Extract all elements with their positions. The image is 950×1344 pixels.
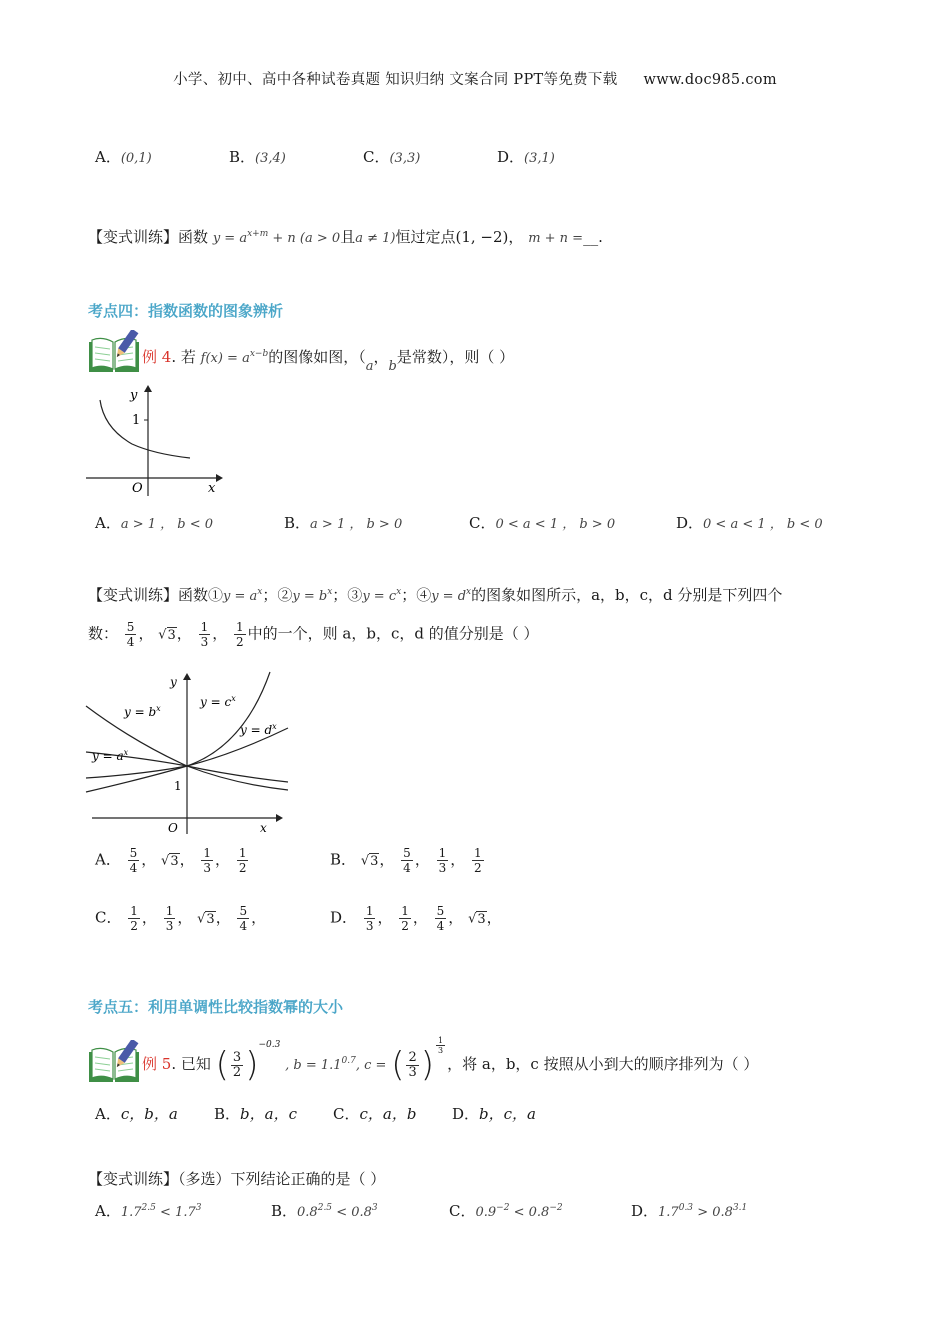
example4-label: 例 4 xyxy=(142,348,172,366)
variant2-question-line2: 数： $\frac{5}{4}$ ， √3， $\frac{1}{3}$ ， $\frac{1}{2}$ 中的一个，则 a，b，c，d 的值分别是（ ） xyxy=(88,620,539,649)
graph2-one-label: 1 xyxy=(174,779,182,793)
section-5-title: 考点五：利用单调性比较指数幂的大小 xyxy=(88,998,344,1016)
book-pencil-icon xyxy=(86,330,142,376)
graph4-origin-label: O xyxy=(132,481,143,496)
q-top-option-a: A．(0,1) xyxy=(95,148,152,166)
q-top-option-d: D．(3,1) xyxy=(497,148,555,166)
q-top-option-c: C．(3,3) xyxy=(363,148,421,166)
variant2-option-c: C． $\frac{1}{2}$ ， $\frac{1}{3}$ ， √3， $\frac{5}{4}$ ， xyxy=(95,904,267,933)
graph4-x-label: x xyxy=(208,481,216,496)
variant2-option-a: A． $\frac{5}{4}$ ， √3， $\frac{1}{3}$ ， $\frac{1}{2}$ xyxy=(95,846,247,875)
variant3-option-c: C．$0.9^{-2} < 0.8^{-2}$ xyxy=(449,1202,563,1220)
example4-question: 例 4. 若 $f(x) = a^{x-b}$的图像如图，（a，b是常数），则（ ） xyxy=(142,348,515,374)
header-text: 小学、初中、高中各种试卷真题 知识归纳 文案合同 PPT等免费下载 xyxy=(173,72,618,88)
graph4-one-label: 1 xyxy=(132,413,141,428)
graph2-y-label: y xyxy=(170,675,177,689)
variant2-option-d: D． $\frac{1}{3}$ ， $\frac{1}{2}$ ， $\frac{5}{4}$ ， √3， xyxy=(330,904,502,933)
page-header xyxy=(0,68,950,89)
header-site: www.doc985.com xyxy=(643,72,777,88)
graph2-label-b: $y = b^x$ xyxy=(124,704,161,719)
example5-option-b: B．b，a，c xyxy=(214,1105,297,1123)
variant2-option-b: B． √3， $\frac{5}{4}$ ， $\frac{1}{3}$ ， $\frac{1}{2}$ xyxy=(330,846,482,875)
example4-option-b: B．a > 1 ， b > 0 xyxy=(284,514,403,532)
example4-option-a: A．a > 1 ， b < 0 xyxy=(95,514,214,532)
variant1-question: 【变式训练】函数 $y = a^{x+m} + n$ (a > 0且a ≠ 1)恒过定点(1, −2)， m + n =__. xyxy=(88,228,603,246)
example5-question: 例 5. 已知 ( $\frac{3}{2}$ )$^{-0.3}$ , $b = 1.1^{0.7}$, c = ( $\frac{2}{3}$ ) $\frac{1}{3}$ ，将 a，b，c 按照从小到大的顺序排列为（ ） xyxy=(142,1036,759,1085)
q-top-option-b: B．(3,4) xyxy=(229,148,286,166)
example5-option-a: A．c，b，a xyxy=(95,1105,178,1123)
variant3-question: 【变式训练】（多选）下列结论正确的是（ ） xyxy=(88,1170,386,1188)
variant3-option-d: D．$1.7^{0.3} > 0.8^{3.1}$ xyxy=(631,1202,748,1220)
variant2-question-line1: 【变式训练】函数①y = $a^x$；②y = $b^x$；③y = $c^x$；④y = $d^x$的图象如图所示，a，b，c，d 分别是下列四个 xyxy=(88,586,783,604)
example4-graph xyxy=(84,382,224,498)
variant3-option-b: B．$0.8^{2.5} < 0.8^3$ xyxy=(271,1202,378,1220)
variant3-option-a: A．$1.7^{2.5} < 1.7^3$ xyxy=(95,1202,202,1220)
example5-option-d: D．b，c，a xyxy=(452,1105,536,1123)
graph2-label-d: $y = d^x$ xyxy=(240,722,277,737)
example5-option-c: C．c，a，b xyxy=(333,1105,417,1123)
section-4-title: 考点四：指数函数的图象辨析 xyxy=(88,302,284,320)
example4-option-c: C．0 < a < 1 ， b > 0 xyxy=(469,514,616,532)
example4-option-d: D．0 < a < 1 ， b < 0 xyxy=(676,514,823,532)
graph2-label-c: $y = c^x$ xyxy=(200,694,236,709)
graph2-x-label: x xyxy=(260,821,267,835)
graph2-label-a: $y = a^x$ xyxy=(92,748,129,763)
variant2-graph xyxy=(84,668,290,838)
book-pencil-icon xyxy=(86,1040,142,1086)
graph2-origin-label: O xyxy=(168,821,178,835)
example5-label: 例 5 xyxy=(142,1055,172,1073)
graph4-y-label: y xyxy=(130,388,138,403)
